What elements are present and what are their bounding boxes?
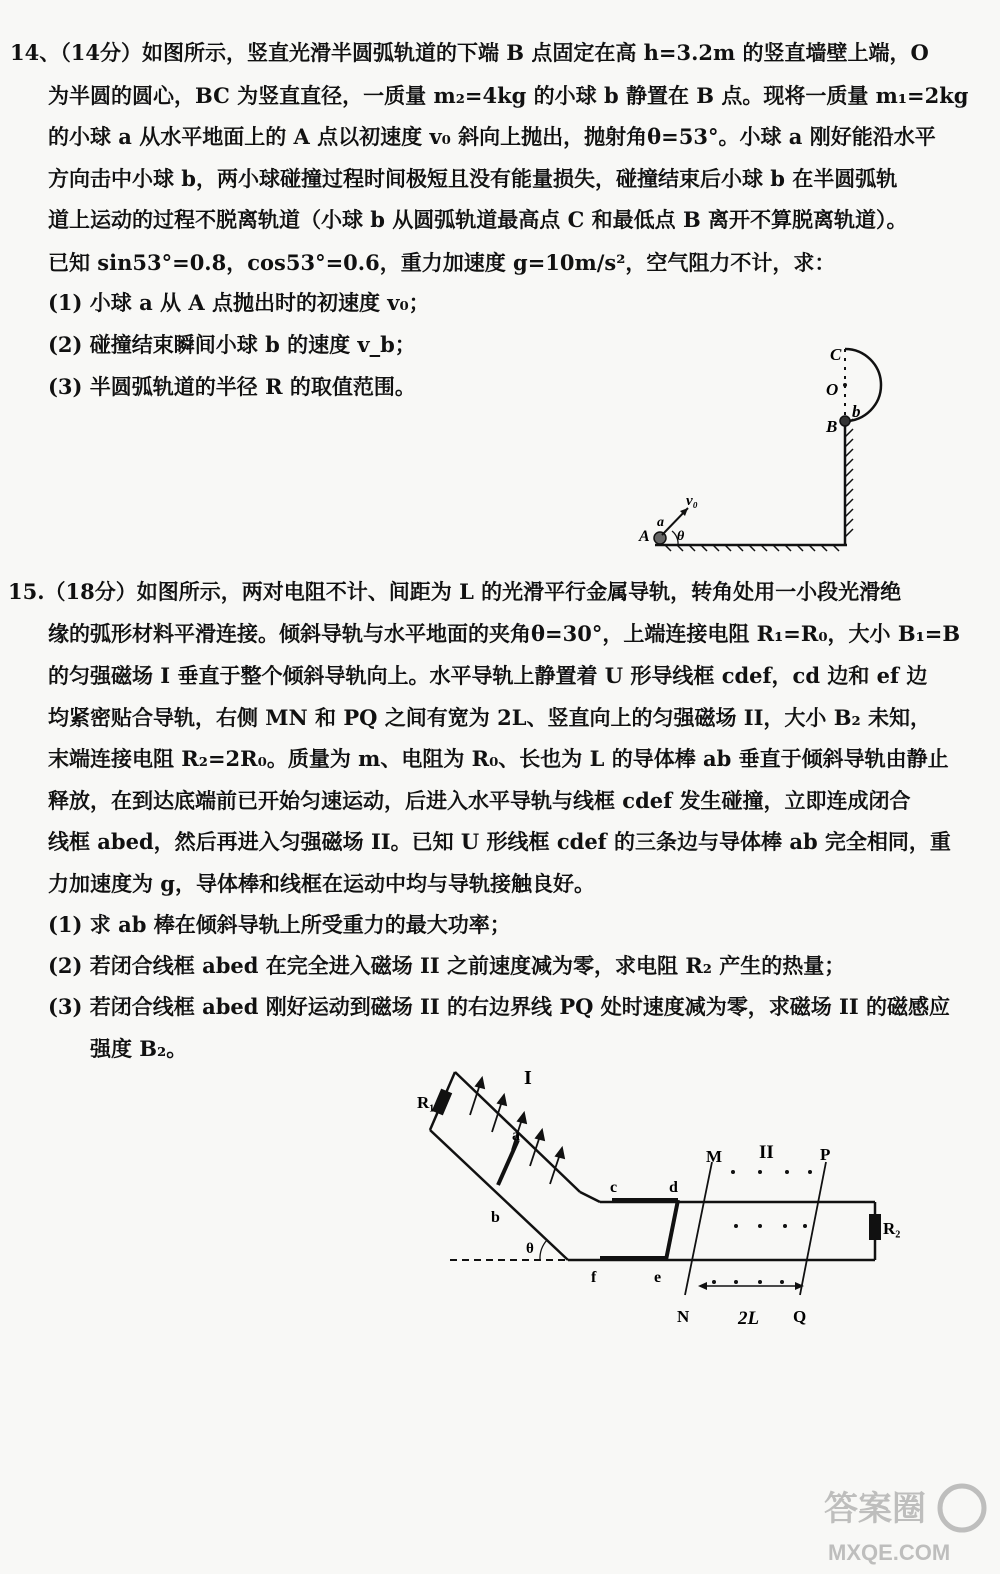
ball-b bbox=[840, 416, 850, 426]
problem-15-line-7: 线框 abed，然后再进入匀强磁场 II。已知 U 形线框 cdef 的三条边与导体棒 ab 完全相同，重 bbox=[48, 829, 951, 854]
label-a-15: a bbox=[512, 1127, 520, 1144]
label-theta: θ bbox=[677, 529, 685, 544]
problem-15-line-5: 末端连接电阻 R₂=2R₀。质量为 m、电阻为 R₀、长也为 L 的导体棒 ab 垂直于倾斜导轨由静止 bbox=[48, 746, 949, 771]
problem-14-q2: (2) 碰撞结束瞬间小球 b 的速度 v_b； bbox=[48, 332, 416, 357]
label-2l: 2L bbox=[738, 1308, 760, 1329]
problem-15-figure bbox=[400, 1060, 920, 1340]
problem-14-line-4: 方向击中小球 b，两小球碰撞过程时间极短且没有能量损失，碰撞结束后小球 b 在半圆弧轨 bbox=[48, 166, 898, 191]
frame-de bbox=[666, 1200, 678, 1260]
label-r2: R₂ bbox=[883, 1219, 901, 1238]
label-r1: R₁ bbox=[417, 1093, 435, 1112]
label-b-point: B bbox=[826, 417, 838, 436]
width-arrowhead-left bbox=[698, 1282, 707, 1290]
label-v0: v₀ bbox=[686, 493, 698, 509]
label-c-15: c bbox=[610, 1179, 618, 1196]
label-c: C bbox=[830, 345, 842, 364]
label-b-15: b bbox=[491, 1209, 500, 1226]
problem-15-q2: (2) 若闭合线框 abed 在完全进入磁场 II 之前速度减为零，求电阻 R₂ 产生的热量； bbox=[48, 953, 846, 978]
problem-14-line-3: 的小球 a 从水平地面上的 A 点以初速度 v₀ 斜向上抛出，抛射角θ=53°。小球 a 刚好能沿水平 bbox=[48, 124, 936, 149]
label-o: O bbox=[826, 380, 839, 399]
problem-14-line-2: 为半圆的圆心，BC 为竖直直径，一质量 m₂=4kg 的小球 b 静置在 B 点。现将一质量 m₁=2kg bbox=[48, 83, 969, 108]
problem-15-line-6: 释放，在到达底端前已开始匀速运动，后进入水平导轨与线框 cdef 发生碰撞，立即连成闭合 bbox=[48, 788, 911, 813]
resistor-r2 bbox=[869, 1214, 881, 1240]
bend-upper bbox=[580, 1192, 600, 1202]
watermark-top-text: 答案圈 bbox=[824, 1490, 926, 1528]
theta-arc-15 bbox=[540, 1240, 547, 1260]
problem-14-line-5: 道上运动的过程不脱离轨道（小球 b 从圆弧轨道最高点 C 和最低点 B 离开不算脱离轨道）。 bbox=[48, 207, 908, 232]
label-b-ball: b bbox=[852, 402, 861, 421]
problem-15-line-3: 的匀强磁场 I 垂直于整个倾斜导轨向上。水平导轨上静置着 U 形导线框 cdef，cd 边和 ef 边 bbox=[48, 663, 928, 688]
field-ii-dots bbox=[712, 1170, 812, 1284]
label-n: N bbox=[677, 1307, 690, 1326]
problem-14-q1: (1) 小球 a 从 A 点抛出时的初速度 v₀； bbox=[48, 290, 430, 315]
watermark-ring bbox=[940, 1486, 984, 1530]
semicircle-track bbox=[845, 349, 881, 421]
label-p: P bbox=[820, 1145, 831, 1164]
problem-15-line-8: 力加速度为 g，导体棒和线框在运动中均与导轨接触良好。 bbox=[48, 871, 595, 896]
problem-14-q3: (3) 半圆弧轨道的半径 R 的取值范围。 bbox=[48, 374, 416, 399]
problem-15-q1: (1) 求 ab 棒在倾斜导轨上所受重力的最大功率； bbox=[48, 912, 511, 937]
label-q: Q bbox=[793, 1307, 807, 1326]
label-field-ii: II bbox=[759, 1142, 774, 1163]
problem-14-line-6: 已知 sin53°=0.8，cos53°=0.6，重力加速度 g=10m/s²，空气阻力不计，求： bbox=[48, 250, 836, 275]
rod-ab bbox=[498, 1140, 518, 1185]
problem-15-line-4: 均紧密贴合导轨，右侧 MN 和 PQ 之间有宽为 2L、竖直向上的匀强磁场 II，大小 B₂ 未知， bbox=[48, 705, 931, 730]
label-e: e bbox=[654, 1269, 662, 1286]
label-field-i: I bbox=[524, 1067, 532, 1089]
label-d-15: d bbox=[669, 1179, 678, 1196]
label-f: f bbox=[591, 1269, 597, 1286]
problem-15-q3-cont: 强度 B₂。 bbox=[48, 1036, 188, 1061]
center-o-dot bbox=[843, 383, 847, 387]
problem-15-line-1: 15.（18分）如图所示，两对电阻不计、间距为 L 的光滑平行金属导轨，转角处用一小段光滑绝 bbox=[8, 579, 902, 604]
resistor-r1 bbox=[432, 1089, 452, 1116]
problem-15-q3: (3) 若闭合线框 abed 刚好运动到磁场 II 的右边界线 PQ 处时速度减为零，求磁场 II 的磁感应 bbox=[48, 994, 950, 1019]
label-theta-15: θ bbox=[526, 1241, 534, 1257]
label-a-point: A bbox=[639, 528, 650, 545]
watermark-bottom-text: MXQE.COM bbox=[828, 1540, 951, 1565]
boundary-pq bbox=[800, 1162, 826, 1295]
problem-15-line-2: 缘的弧形材料平滑连接。倾斜导轨与水平地面的夹角θ=30°，上端连接电阻 R₁=R₀，大小 B₁=B bbox=[48, 621, 961, 646]
problem-14-figure bbox=[630, 335, 890, 555]
label-a-ball: a bbox=[657, 515, 664, 530]
watermark-logo bbox=[820, 1478, 990, 1568]
problem-14-line-1: 14、（14分）如图所示，竖直光滑半圆弧轨道的下端 B 点固定在高 h=3.2m 的竖直墙壁上端，O bbox=[10, 40, 929, 65]
label-m: M bbox=[706, 1147, 723, 1166]
boundary-mn bbox=[685, 1162, 712, 1295]
